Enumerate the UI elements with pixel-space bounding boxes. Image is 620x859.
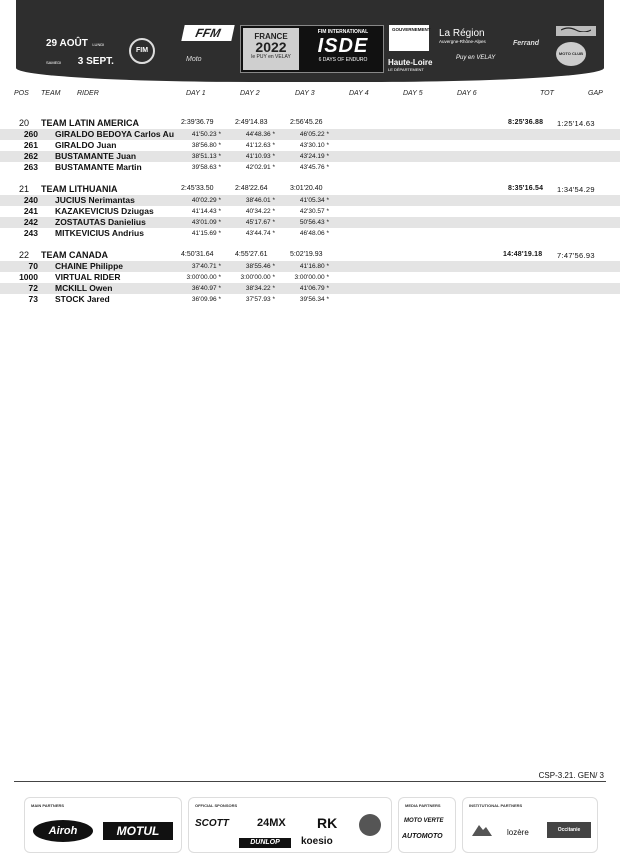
event-dates [46, 33, 114, 69]
rider-day3: 3:00'00.00 * [294, 274, 329, 281]
rider-day1: 36'09.96 * [191, 296, 221, 303]
sponsor-logo [556, 26, 596, 36]
rider-number: 70 [28, 261, 38, 271]
col-day6: DAY 6 [457, 90, 477, 97]
team-pos: 20 [19, 118, 30, 128]
rider-row [0, 151, 620, 162]
team-day2: 2:49'14.83 [235, 119, 268, 126]
region-name: La Région [439, 28, 485, 39]
rider-day1: 40'02.29 * [191, 197, 221, 204]
rider-day3: 50'56.43 * [299, 219, 329, 226]
rider-row [0, 195, 620, 206]
rider-row [0, 140, 620, 151]
rider-day2: 45'17.67 * [245, 219, 275, 226]
24mx-logo: 24MX [257, 817, 286, 829]
rk-logo: RK [317, 815, 338, 831]
rider-number: 261 [23, 140, 38, 150]
rider-day2: 38'34.22 * [245, 285, 275, 292]
rider-day3: 41'06.79 * [299, 285, 329, 292]
rider-number: 240 [23, 195, 38, 205]
rider-day1: 43'01.09 * [191, 219, 221, 226]
rider-name: ZOSTAUTAS Danielius [55, 217, 146, 227]
team-block [0, 184, 620, 239]
ferrand-logo: Ferrand [513, 40, 540, 47]
team-gap: 1:25'14.63 [557, 119, 595, 128]
main-partners-title: MAIN PARTNERS [31, 803, 65, 808]
start-weekday: LUNDI [92, 42, 105, 47]
rider-name: BUSTAMANTE Juan [55, 151, 137, 161]
ffm-logo: FFM [181, 25, 234, 41]
rider-row [0, 217, 620, 228]
rider-day2: 3:00'00.00 * [240, 274, 275, 281]
rider-day1: 36'40.97 * [191, 285, 221, 292]
rider-day1: 41'50.23 * [191, 131, 221, 138]
col-pos: POS [14, 90, 29, 97]
institutional-partners [462, 797, 598, 853]
end-date: 3 SEPT. [77, 56, 114, 67]
rider-day2: 44'48.36 * [245, 131, 275, 138]
isde-logo [240, 25, 384, 73]
team-day2: 4:55'27.61 [235, 251, 268, 258]
col-day5: DAY 5 [403, 90, 423, 97]
rider-day3: 46'48.06 * [299, 230, 329, 237]
isde-sub-label: 6 DAYS OF ENDURO [318, 57, 368, 63]
mountain-icon [471, 820, 493, 838]
official-sponsors-title: OFFICIAL SPONSORS [195, 803, 238, 808]
team-day1: 2:39'36.79 [181, 119, 214, 126]
institutional-partners-title: INSTITUTIONAL PARTNERS [469, 803, 523, 808]
rider-name: VIRTUAL RIDER [55, 272, 121, 282]
occitanie-logo: Occitanie [547, 822, 591, 838]
rider-day1: 38'51.13 * [191, 153, 221, 160]
isde-year: 2022 [255, 39, 287, 55]
results-table [0, 118, 620, 316]
hauteloire-sub: LE DÉPARTEMENT [388, 67, 424, 72]
rider-day3: 39'56.34 * [299, 296, 329, 303]
team-total: 8:35'16.54 [508, 185, 544, 192]
team-total: 8:25'36.88 [508, 119, 544, 126]
wave-icon [561, 26, 591, 32]
rider-day1: 39'58.63 * [191, 164, 221, 171]
rider-day2: 37'57.93 * [245, 296, 275, 303]
team-name: TEAM LATIN AMERICA [41, 118, 139, 128]
rider-day1: 41'14.43 * [191, 208, 221, 215]
team-day3: 2:56'45.26 [290, 119, 323, 126]
puy-logo: Puy en VELAY [456, 55, 496, 61]
col-day1: DAY 1 [186, 90, 206, 97]
team-name: TEAM CANADA [41, 250, 108, 260]
rider-number: 241 [23, 206, 38, 216]
team-day1: 2:45'33.50 [181, 185, 214, 192]
col-day3: DAY 3 [295, 90, 315, 97]
dunlop-logo: DUNLOP [239, 838, 291, 848]
rider-row [0, 294, 620, 305]
rider-row [0, 206, 620, 217]
rider-name: GIRALDO Juan [55, 140, 117, 150]
isde-main-label: ISDE [317, 35, 369, 57]
col-day4: DAY 4 [349, 90, 369, 97]
team-pos: 22 [19, 250, 30, 260]
gouvernement-logo: GOUVERNEMENT [389, 25, 429, 51]
isde-france-label: FRANCE [254, 32, 288, 41]
isde-title-panel [305, 29, 381, 63]
moto-verte-logo: MOTO VERTE [404, 818, 444, 824]
team-day3: 3:01'20.40 [290, 185, 323, 192]
team-day3: 5:02'19.93 [290, 251, 323, 258]
moto-club-logo: MOTO CLUB [556, 42, 586, 66]
rider-name: GIRALDO BEDOYA Carlos Au [55, 129, 175, 139]
airoh-logo: Airoh [33, 820, 93, 842]
team-day2: 2:48'22.64 [235, 185, 268, 192]
col-tot: TOT [540, 90, 554, 97]
rider-day2: 42'02.91 * [245, 164, 275, 171]
rider-number: 263 [23, 162, 38, 172]
official-sponsors [188, 797, 392, 853]
scott-logo: SCOTT [195, 818, 229, 829]
rider-name: CHAINE Philippe [55, 261, 124, 271]
team-total: 14:48'19.18 [503, 251, 543, 258]
isde-fim-label: FIM INTERNATIONAL [317, 29, 369, 35]
start-date: 29 AOÛT [46, 38, 88, 49]
col-day2: DAY 2 [240, 90, 260, 97]
rider-row [0, 283, 620, 294]
rider-day2: 41'10.93 * [245, 153, 275, 160]
team-gap: 7:47'56.93 [557, 251, 595, 260]
media-partners-title: MEDIA PARTNERS [405, 803, 441, 808]
main-partners [24, 797, 182, 853]
page-id: CSP-3.21. GEN/ 3 [538, 771, 604, 780]
rider-number: 72 [28, 283, 38, 293]
rider-row [0, 228, 620, 239]
rider-day1: 37'40.71 * [191, 263, 221, 270]
rider-day1: 41'15.69 * [191, 230, 221, 237]
header-banner [16, 0, 604, 82]
badge-logo [359, 814, 381, 836]
rider-number: 260 [23, 129, 38, 139]
koesio-logo: koesio [301, 836, 333, 847]
rider-name: KAZAKEVICIUS Dziugas [55, 206, 154, 216]
rider-day2: 41'12.63 * [245, 142, 275, 149]
automoto-logo: AUTOMOTO [402, 833, 443, 840]
rider-day3: 41'05.34 * [299, 197, 329, 204]
rider-number: 262 [23, 151, 38, 161]
sponsor-strip [24, 797, 598, 853]
rider-day3: 42'30.57 * [299, 208, 329, 215]
footer-divider [14, 781, 606, 782]
rider-name: MITKEVICIUS Andrius [55, 228, 144, 238]
rider-day3: 43'30.10 * [299, 142, 329, 149]
team-gap: 1:34'54.29 [557, 185, 595, 194]
team-name: TEAM LITHUANIA [41, 184, 118, 194]
rider-row [0, 272, 620, 283]
column-header [0, 90, 620, 102]
rider-day2: 40'34.22 * [245, 208, 275, 215]
media-partners [398, 797, 456, 853]
team-block [0, 118, 620, 173]
team-pos: 21 [19, 184, 30, 194]
rider-number: 242 [23, 217, 38, 227]
rider-day3: 46'05.22 * [299, 131, 329, 138]
team-row [0, 118, 620, 129]
rider-day2: 38'55.46 * [245, 263, 275, 270]
motul-logo: MOTUL [103, 822, 173, 840]
col-rider: RIDER [77, 90, 99, 97]
rider-day2: 43'44.74 * [245, 230, 275, 237]
rider-name: STOCK Jared [55, 294, 110, 304]
rider-name: MCKILL Owen [55, 283, 113, 293]
rider-row [0, 261, 620, 272]
fim-logo: FIM [129, 38, 155, 64]
team-block [0, 250, 620, 305]
col-gap: GAP [588, 90, 603, 97]
rider-row [0, 162, 620, 173]
haute-allier-logo [471, 820, 493, 838]
rider-day1: 3:00'00.00 * [186, 274, 221, 281]
rider-number: 73 [28, 294, 38, 304]
team-row [0, 250, 620, 261]
col-team: TEAM [41, 90, 61, 97]
rider-name: BUSTAMANTE Martin [55, 162, 142, 172]
team-row [0, 184, 620, 195]
rider-number: 243 [23, 228, 38, 238]
rider-day2: 38'46.01 * [245, 197, 275, 204]
hauteloire-name: Haute-Loire [388, 58, 433, 67]
rider-day3: 43'24.19 * [299, 153, 329, 160]
rider-day3: 41'16.80 * [299, 263, 329, 270]
rider-day3: 43'45.76 * [299, 164, 329, 171]
lozere-logo: lozère [507, 828, 529, 837]
team-day1: 4:50'31.64 [181, 251, 214, 258]
region-sub: Auvergne-Rhône-Alpes [439, 39, 486, 44]
region-logo [439, 28, 486, 44]
isde-city: le PUY en VELAY [251, 54, 291, 60]
rider-day1: 38'56.80 * [191, 142, 221, 149]
rider-row [0, 129, 620, 140]
rider-number: 1000 [19, 272, 38, 282]
moto-logo: Moto [186, 56, 202, 63]
hauteloire-logo [388, 58, 432, 72]
rider-name: JUCIUS Nerimantas [55, 195, 135, 205]
end-weekday: SAMEDI [46, 60, 62, 65]
isde-france-panel [243, 28, 299, 70]
